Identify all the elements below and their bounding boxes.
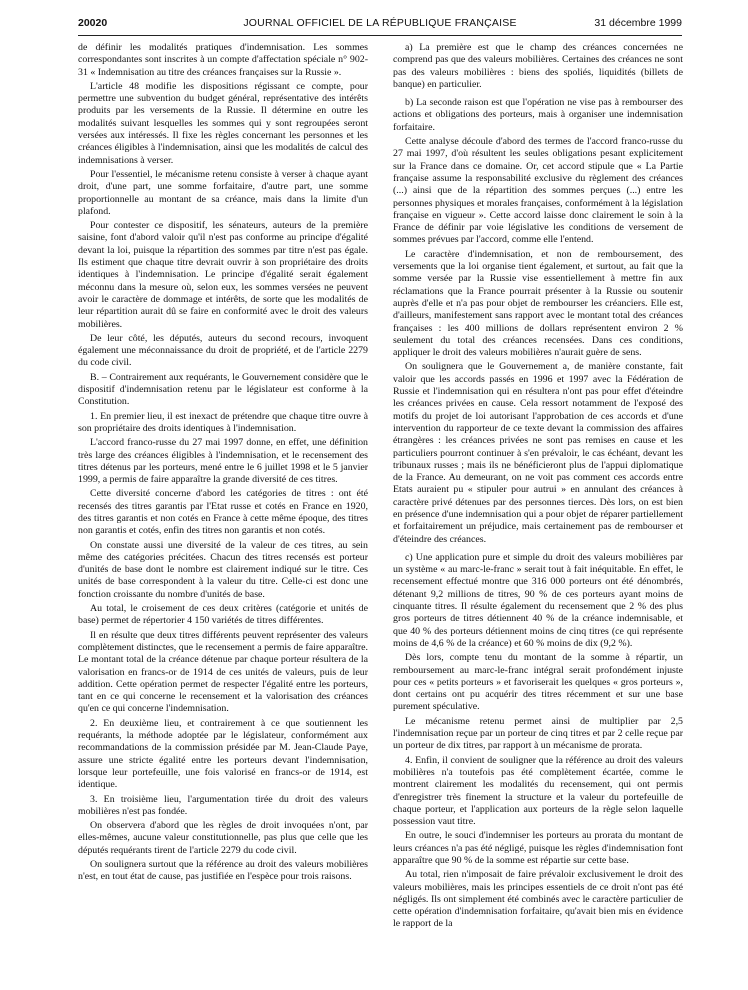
paragraph: Il en résulte que deux titres différents peuvent représenter des valeurs complètement distinctes, que le recensement a permis de faire apparaître. Le montant total de la créance détenue par chaque porteur résultera de la valorisation en francs-or de 1914 de ces unités de valeurs, puis de leur addition. Cette opération permet de respecter l'égalité entre les porteurs, tant en ce qui concerne le recensement et la valorisation des créances qu'en ce qui concerne l'indemnisation. (78, 629, 368, 715)
paragraph: On soulignera surtout que la référence au droit des valeurs mobilières n'est, en tout état de cause, pas justifiée en l'espèce pour trois raisons. (78, 859, 368, 883)
paragraph: 2. En deuxième lieu, et contrairement à ce que soutiennent les requérants, la méthode adoptée par le législateur, conformément aux recommandations de la commission présidée par M. Jean-Claude Paye, assure une stricte égalité entre les porteurs devant l'indemnisation, lorsque leur portefeuille, une fois valorisé en francs-or de 1914, est identique. (78, 717, 368, 791)
paragraph: 1. En premier lieu, il est inexact de prétendre que chaque titre ouvre à son propriétaire des droits identiques à l'indemnisation. (78, 410, 368, 434)
paragraph: Dès lors, compte tenu du montant de la somme à répartir, un remboursement au marc-le-franc intégral serait profondément injuste pour ces « petits porteurs » et favoriserait les quelques « gros porteurs », dont certains ont pu acquérir des titres récemment et sur une base purement spéculative. (393, 652, 683, 713)
paragraph: De leur côté, les députés, auteurs du second recours, invoquent également une méconnaissance du droit de propriété, et de l'article 2279 du code civil. (78, 332, 368, 369)
paragraph: Pour contester ce dispositif, les sénateurs, auteurs de la première saisine, font d'abord valoir qu'il n'est pas conforme au principe d'égalité devant la loi, puisque la répartition des sommes par titre n'est pas égale. Ils estiment que chaque titre devrait ouvrir à son propriétaire des droits identiques à l'indemnisation. Le principe d'égalité serait également méconnu dans la mesure où, selon eux, les sommes versées ne peuvent avoir le caractère de dommage et intérêts, de sorte que les modalités de leur répartition aurait dû se faire en conformité avec le droit des valeurs mobilières. (78, 220, 368, 330)
paragraph: Le mécanisme retenu permet ainsi de multiplier par 2,5 l'indemnisation reçue par un porteur de cinq titres et par 2 celle reçue par un porteur de dix titres, par rapport à un mécanisme de prorata. (393, 715, 683, 752)
page-header (78, 17, 682, 36)
paragraph: de définir les modalités pratiques d'indemnisation. Les sommes correspondantes sont inscrites à un compte d'affectation spéciale n° 902-31 « Indemnisation au titre des créances françaises sur la Russie ». (78, 42, 368, 78)
paragraph: Pour l'essentiel, le mécanisme retenu consiste à verser à chaque ayant droit, d'une part, une somme forfaitaire, d'autre part, une somme proportionnelle au montant de sa créance, mais dans la limite d'un plafond. (78, 168, 368, 217)
paragraph: On observera d'abord que les règles de droit invoquées n'ont, par elles-mêmes, aucune valeur constitutionnelle, pas plus que celle que les députés requérants tirent de l'article 2279 du code civil. (78, 820, 368, 856)
paragraph: a) La première est que le champ des créances concernées ne comprend pas que des valeurs mobilières. Certaines des créances ne sont pas des valeurs mobilières : biens des spoliés, liquidités (billets de banque) en particulier. (393, 42, 683, 90)
paragraph: Cette diversité concerne d'abord les catégories de titres : ont été recensés des titres garantis par l'Etat russe et cotés en France en 1920, des titres garantis et non cotés en France à cette même époque, des titres non garantis et cotés, enfin des titres non garantis et non cotés. (78, 488, 368, 537)
paragraph: B. – Contrairement aux requérants, le Gouvernement considère que le dispositif d'indemnisation retenu par le législateur est conforme à la Constitution. (78, 371, 368, 408)
paragraph: Au total, rien n'imposait de faire prévaloir exclusivement le droit des valeurs mobilières, mais les principes essentiels de ce droit n'ont pas été négligés. Ils ont simplement été combinés avec le caractère particulier de cette opération d'indemnisation forfaitaire, qu'avait bien mis en évidence le rapport de la (393, 869, 683, 930)
paragraph: b) La seconde raison est que l'opération ne vise pas à rembourser des actions et obligations des porteurs, mais à organiser une indemnisation forfaitaire. (393, 97, 683, 133)
paragraph: Au total, le croisement de ces deux critères (catégorie et unités de base) permet de répertorier 4 150 variétés de titres différentes. (78, 603, 368, 627)
journal-title: JOURNAL OFFICIEL DE LA RÉPUBLIQUE FRANÇAISE (243, 17, 517, 29)
page-number: 20020 (78, 17, 108, 29)
paragraph: L'accord franco-russe du 27 mai 1997 donne, en effet, une définition très large des créances éligibles à l'indemnisation, et le recensement des titres détenus par les porteurs, mené entre le 6 juillet 1998 et le 5 janvier 1999, a permis de faire apparaître la grande diversité de ces titres. (78, 437, 368, 486)
paragraph: Cette analyse découle d'abord des termes de l'accord franco-russe du 27 mai 1997, d'où résultent les seules obligations pesant explicitement sur la France dans ce domaine. Or, cet accord stipule que « La Partie française assume la responsabilité exclusive du règlement des créances (...) ainsi que de la répartition des sommes perçues (...) entre les personnes physiques et morales françaises, conformément à la législation française en vigueur ». Cette accord laisse donc clairement le soin à la France de définir par voie législative les conditions de versement de sommes prévues par l'accord, comme elle l'entend. (393, 136, 683, 246)
paragraph: L'article 48 modifie les dispositions régissant ce compte, pour permettre une subvention du budget général, représentative des intérêts produits par les versements de la Russie. Il détermine en outre les modalités suivant lesquelles les sommes qui y sont regroupées seront versées aux intéressés. Il fixe les règles concernant les personnes et les créances éligibles à l'indemnisation, ainsi que les modalités de calcul des indemnisations à verser. (78, 80, 368, 166)
issue-date: 31 décembre 1999 (594, 17, 682, 29)
paragraph: On soulignera que le Gouvernement a, de manière constante, fait valoir que les accords passés en 1996 et 1997 avec la Fédération de Russie et l'indemnisation qui en résultera n'ont pas pour effet d'éteindre les créances privées en cause. Cela ressort notamment de l'exposé des motifs du projet de loi autorisant l'approbation de ces accords et d'une intervention du rapporteur de ce texte devant la commission des affaires étrangères : les créances privées ne sont pas remises en cause et les particuliers pourront continuer à s'en prévaloir, le cas échéant, devant les tribunaux russes ; mais ils ne bénéficieront plus de l'appui diplomatique de la France. Au demeurant, on ne voit pas comment ces accords entre Etats auraient pu « stipuler pour autrui » en annulant des créances à caractère privé détenues par des personnes tierces. Dès lors, on est bien en présence d'une indemnisation qui a pour objet de réparer partiellement et forfaitairement un préjudice, mais certainement pas de rembourser et d'éteindre des créances. (393, 361, 683, 545)
paragraph: 4. Enfin, il convient de souligner que la référence au droit des valeurs mobilières n'a toutefois pas été complètement écartée, comme le montrent clairement les modalités du recensement, qui ont permis d'enregistrer très finement la structure et la valeur du portefeuille de chaque porteur, et l'application aux porteurs de la règle selon laquelle possession vaut titre. (393, 754, 683, 828)
paragraph: 3. En troisième lieu, l'argumentation tirée du droit des valeurs mobilières n'est pas fondée. (78, 793, 368, 817)
paragraph: En outre, le souci d'indemniser les porteurs au prorata du montant de leurs créances n'a pas été négligé, puisque les règles d'indemnisation font apparaître que 90 % de la somme est répartie sur cette base. (393, 830, 683, 866)
paragraph: On constate aussi une diversité de la valeur de ces titres, au sein même des catégories précitées. Chacun des titres recensés est porteur d'unités de base dont le nombre est clairement indiqué sur le titre. Ces unités de base correspondent à la valeur du titre. Celle-ci est donc une fonction croissante du nombre d'unités de base. (78, 539, 368, 600)
paragraph: Le caractère d'indemnisation, et non de remboursement, des versements que la loi organise tient également, et surtout, au fait que la somme versée par la Russie vise essentiellement à mettre fin aux réclamations que la France pourrait présenter à la Russie ou soutenir auprès d'elle et n'a pas pour objet de rembourser les créanciers. Elle est, d'ailleurs, manifestement sans rapport avec le montant total des créances françaises : les 400 millions de dollars représentent environ 2 % seulement du total des créances recensées. Dans ces conditions, appliquer le droit des valeurs mobilières n'aurait guère de sens. (393, 248, 683, 359)
paragraph: c) Une application pure et simple du droit des valeurs mobilières par un système « au marc-le-franc » serait tout à fait inéquitable. En effet, le recensement effectué montre que 316 000 porteurs ont été dénombrés, détenant 9,2 millions de titres, 90 % de ces porteurs ayant moins de cinquante titres. Il résulte également du recensement que 2 % des plus gros porteurs de titres détiennent 40 % de la créance indemnisable, et que 40 % des porteurs détiennent moins de cinq titres (ce qui représente moins de 4,6 % de la créance) et 60 % moins de dix (9,2 %). (393, 551, 683, 649)
right-column (393, 42, 683, 978)
left-column (78, 42, 368, 978)
